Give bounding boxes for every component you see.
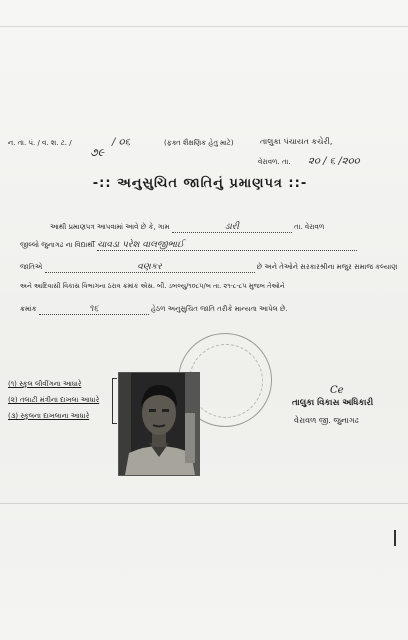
reference-label: ન. તા. પં. / વ. શ. ટ. /	[8, 139, 72, 147]
basis-item-3: (૩) સ્કુલના દાખલાના આધારે	[8, 412, 90, 420]
signatory-title: તાલુકા વિકાસ અધિકારી	[292, 398, 374, 408]
body-line-1	[50, 222, 324, 233]
line2-prefix: જીલ્લો જુનાગઢ ના વિદ્યાર્થી	[20, 241, 95, 249]
edge-mark	[394, 530, 404, 546]
reference-number: ૭૯	[90, 146, 105, 159]
line1-prefix: આથી પ્રમાણપત્ર આપવામાં આવે છે કે, ગામ	[50, 223, 170, 231]
serial-field	[39, 304, 149, 315]
serial-value: ૧૬	[89, 304, 99, 314]
certificate-title: -:: અનુસુચિત જાતિનું પ્રમાણપત્ર ::-	[92, 176, 308, 191]
line5-suffix: હેઠળ અનુસુચિત જાતિ તરીકે માન્યતા આપેલ છે.	[151, 305, 288, 313]
body-line-2	[20, 240, 357, 251]
office-name: તાલુકા પંચાયત કચેરી,	[260, 137, 333, 146]
issue-date: ૨૦ / ૬ /૨૦૦	[308, 156, 360, 167]
line5-prefix: ક્રમાંક	[20, 305, 37, 313]
line3-prefix: જાતિએ	[20, 263, 43, 271]
student-name-value: ચાવડા પરેશ વાલજીભાઈ	[96, 240, 184, 250]
officer-signature: Ce	[330, 385, 344, 396]
village-value: ડારી	[224, 222, 239, 232]
fold-line-top	[0, 26, 408, 27]
portrait-image	[119, 373, 199, 475]
village-field	[172, 222, 292, 233]
caste-field	[45, 262, 255, 273]
purpose-note: (ફક્ત શૈક્ષણિક હેતુ માટે)	[164, 139, 234, 147]
body-line-3	[20, 262, 397, 273]
reference-suffix: / ૦૬	[112, 137, 131, 148]
line1-suffix: તા. વેરાવળ	[294, 223, 325, 231]
body-line-5	[20, 304, 288, 315]
basis-item-1: (૧) સ્કુલ લીવીંગના આધારે	[8, 380, 82, 388]
caste-value: વણકર	[137, 262, 162, 272]
office-seal-inner-ring	[189, 344, 263, 418]
body-line-4: અને આદિવાસી વિકાસ વિભાગના ઠરાવ ક્રમાંક એસ. બી. ડબલ્યુ/૧૦૮૫/બ તા. ૨૧-૮-૮૫ મુજબ તેઓને	[20, 282, 285, 290]
place-date-label: વેરાવળ. તા.	[258, 158, 291, 166]
line3-suffix: છે અને તેઓને સરકારશ્રીના મજુર સમાજ કલ્યાણ	[256, 263, 398, 271]
student-photo	[118, 372, 200, 476]
fold-line-bottom	[0, 503, 408, 504]
signatory-place: વેરાવળ જી. જુનાગઢ	[294, 416, 359, 425]
student-name-field	[97, 240, 357, 251]
basis-bracket	[112, 378, 117, 424]
basis-item-2: (૨) તલાટી મંત્રીના દાખલા આધારે	[8, 396, 100, 404]
